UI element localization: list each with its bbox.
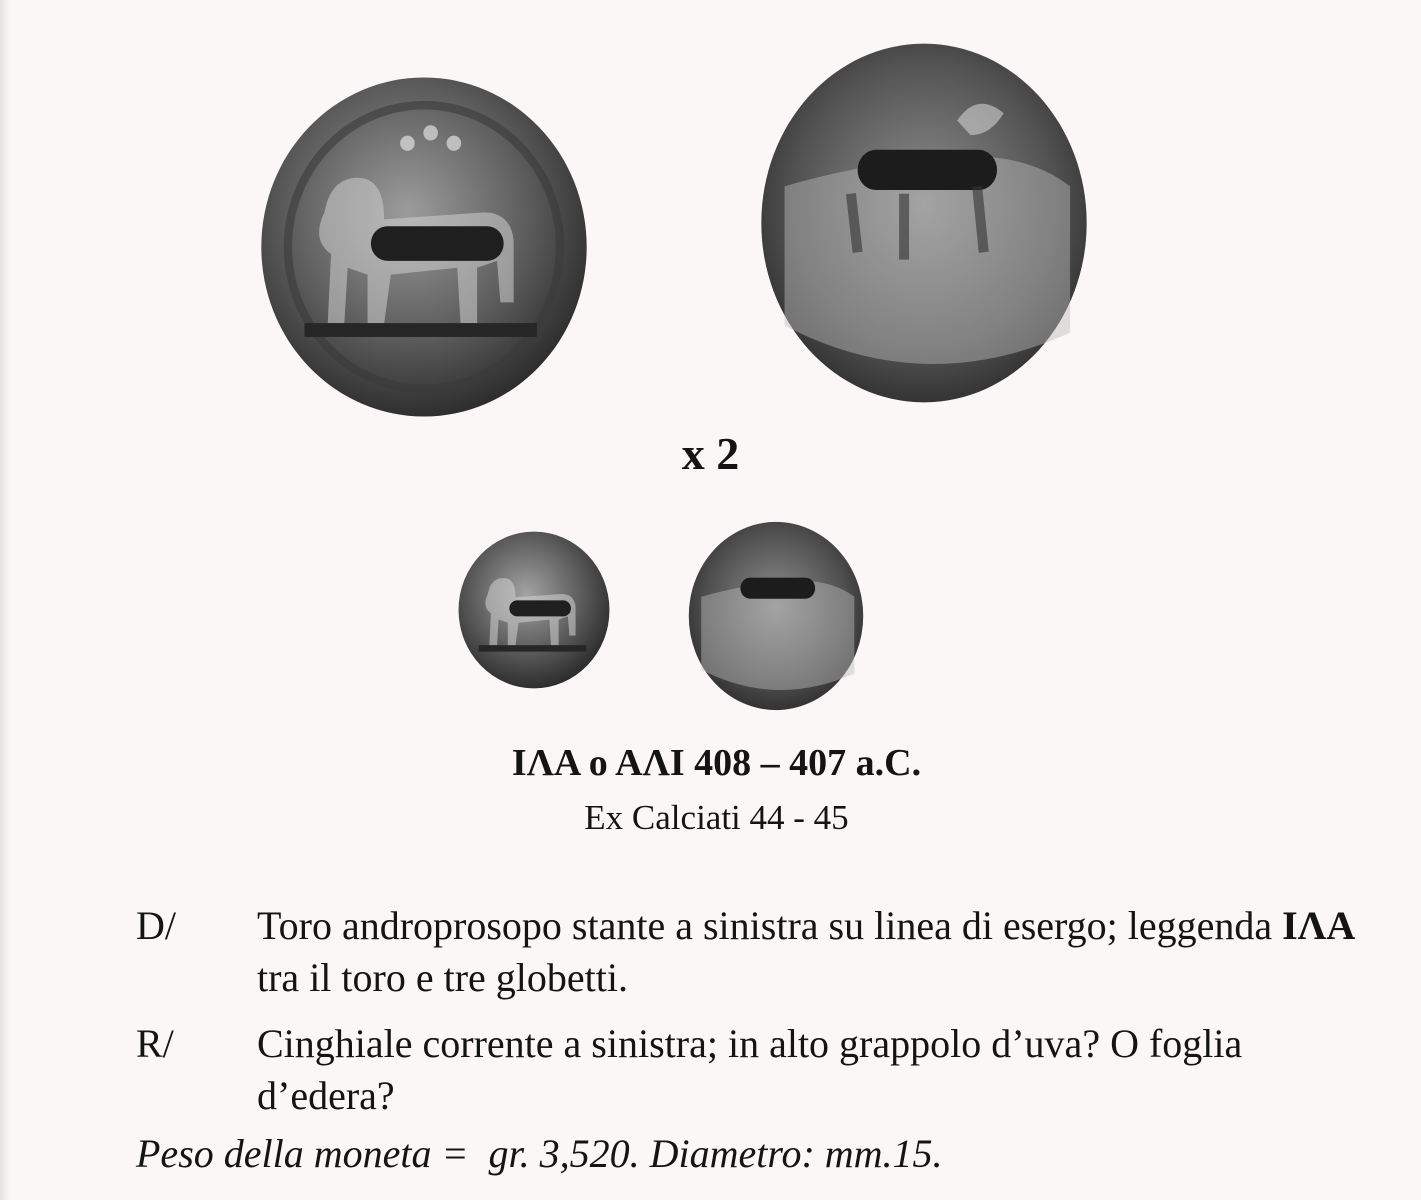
obverse-text-after: tra il toro e tre globetti.: [257, 955, 628, 1000]
weight-diameter-line: Peso della moneta = gr. 3,520. Diametro: mm.15.: [136, 1131, 943, 1176]
obverse-description: [257, 900, 1376, 1004]
reverse-description: Cinghiale corrente a sinistra; in alto grappolo d’uva? O foglia d’edera?: [257, 1021, 1243, 1118]
coin-reverse-actual-size-image: [687, 520, 865, 712]
caption-title: IΛA o AΛI 408 – 407 a.C.: [511, 742, 922, 784]
page-edge: [0, 0, 10, 1200]
obverse-legend: IΛA: [1282, 903, 1356, 948]
caption-source: Ex Calciati 44 - 45: [584, 798, 849, 837]
coin-obverse-enlarged-image: [258, 74, 590, 420]
obverse-text-before: Toro androprosopo stante a sinistra su linea di esergo; leggenda: [257, 903, 1283, 948]
obverse-label: D/: [136, 903, 176, 948]
magnification-label: x 2: [681, 428, 740, 479]
obverse-description-row: [136, 900, 1376, 1004]
coin-obverse-actual-size-image: [457, 530, 611, 690]
reverse-description-row: [136, 1018, 1376, 1122]
coin-reverse-enlarged-image: [758, 40, 1090, 406]
reverse-label: R/: [136, 1021, 174, 1066]
